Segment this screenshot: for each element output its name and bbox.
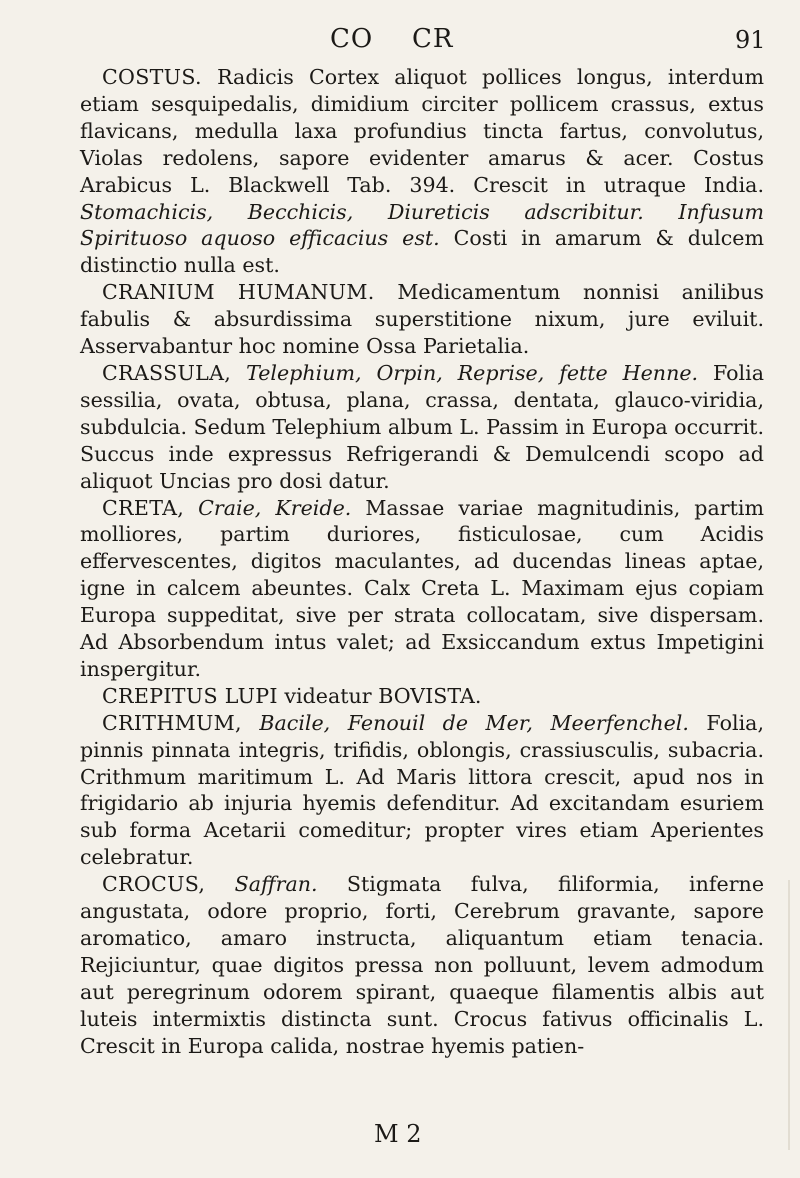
entry-head: CRASSULA, xyxy=(102,360,232,385)
entry-head: CREPITUS LUPI xyxy=(102,683,278,708)
entry-tail: Stigmata fulva, filiformia, inferne angustata, odore proprio, forti, Cerebrum gravante, sapore aromatico, amaro instructa, aliquantum etiam tenacia. Rejiciuntur, quae digitos pressa non polluunt, levem admodum aut peregrinum odorem spirant, quaeque filamentis albis aut luteis intermixtis distincta sunt. Crocus fativus officinalis L. Crescit in Europa calida, nostrae hyemis patien- xyxy=(80,872,765,1058)
entry-tail: Folia sessilia, ovata, obtusa, plana, crassa, dentata, glauco-viridia, subdulcia. Sedum Telephium album L. Passim in Europa occurrit. Succus inde expressus Refrigerandi & Demulcendi scopo ad aliquot Uncias pro dosi datur. xyxy=(80,360,765,493)
entry-crocus xyxy=(80,871,764,1059)
signature-mark: M 2 xyxy=(374,1120,422,1148)
entry-crithmum xyxy=(80,710,764,871)
entry-tail: Costi in amarum & dulcem distinctio nulla est. xyxy=(80,226,764,278)
entry-head: COSTUS. xyxy=(102,65,202,89)
entry-italic: Stomachicis, Becchicis, Diureticis adscribitur. Infusum Spirituoso aquoso efficacius est. xyxy=(80,199,764,251)
entry-text: Medicamentum nonnisi anilibus fabulis & absurdissima superstitione nixum, jure eviluit. Asservabantur hoc nomine Ossa Parietalia. xyxy=(80,280,764,359)
entry-text: Radicis Cortex aliquot pollices longus, interdum etiam sesquipedalis, dimidium circiter pollicem crassus, extus flavicans, medulla laxa profundius tincta fartus, convolutus, Violas redolens, sapore evidenter amarus & acer. Costus Arabicus L. Blackwell Tab. 394. Crescit in utraque India. xyxy=(80,65,764,197)
entry-costus xyxy=(80,64,764,279)
running-header xyxy=(0,18,800,58)
entry-text xyxy=(231,361,246,385)
entry-head: CRETA, xyxy=(102,495,185,520)
entry-tail: Massae variae magnitudinis, partim molliores, partim duriores, fisticulosae, cum Acidis effervescentes, digitos maculantes, ad ducendas lineas aptae, igne in calcem abeuntes. Calx Creta L. Maximam ejus copiam Europa suppeditat, sive per strata collocatam, sive dispersam. Ad Absorbendum intus valet; ad Exsiccandum extus Impetigini inspergitur. xyxy=(80,495,765,681)
entry-tail: Folia, pinnis pinnata integris, trifidis, oblongis, crassiusculis, subacria. Crithmum maritimum L. Ad Maris littora crescit, apud nos in frigidario ab injuria hyemis defenditur. Ad excitandam esuriem sub forma Acetarii comeditur; propter vires etiam Aperientes celebratur. xyxy=(80,710,764,870)
entry-italic: Saffran. xyxy=(234,872,318,897)
entry-crepitus-lupi xyxy=(80,683,764,710)
entry-crassula xyxy=(80,360,764,495)
entry-head: CRANIUM HUMANUM. xyxy=(102,280,375,305)
header-left-key: CO xyxy=(330,24,374,54)
entry-text xyxy=(205,872,234,896)
entry-italic: Bacile, Fenouil de Mer, Meerfenchel. xyxy=(259,710,689,735)
entry-head: CRITHMUM, xyxy=(102,710,242,735)
dictionary-entries xyxy=(80,64,764,1060)
entry-creta xyxy=(80,495,764,683)
header-right-key: CR xyxy=(412,24,454,54)
page-number: 91 xyxy=(735,26,766,54)
entry-italic: Craie, Kreide. xyxy=(198,495,352,520)
entry-text: videatur BOVISTA. xyxy=(277,683,482,708)
entry-head: CROCUS, xyxy=(102,872,206,897)
entry-text xyxy=(184,496,198,520)
entry-italic: Telephium, Orpin, Reprise, fette Henne. xyxy=(246,360,699,385)
entry-text xyxy=(242,711,260,735)
page-edge-shadow xyxy=(788,880,790,1150)
entry-cranium xyxy=(80,279,764,360)
